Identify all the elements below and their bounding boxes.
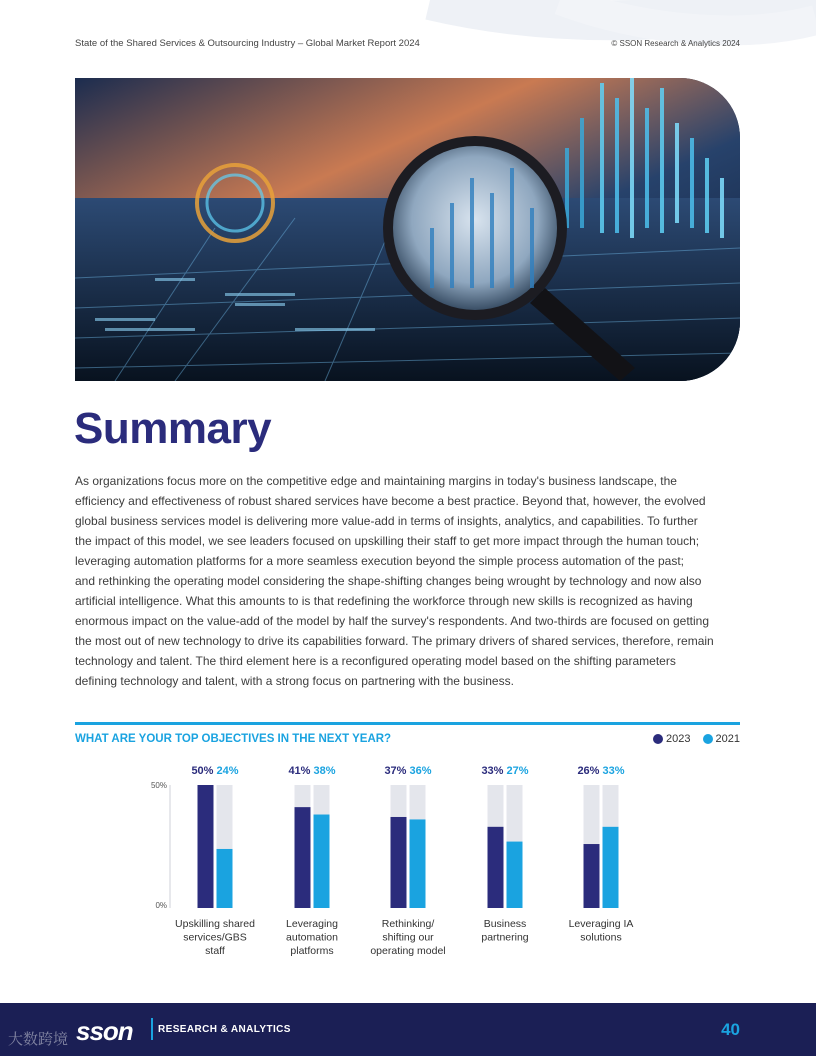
watermark-text: 大数跨境 — [8, 1031, 69, 1048]
category-label-line: automation — [286, 931, 338, 944]
chart-top-rule — [75, 722, 740, 725]
summary-line: the impact of this model, we see leaders focused on upskilling their staff to get more impact through the human touch; — [75, 534, 700, 548]
category-label-line: Business — [483, 918, 527, 930]
category-label — [481, 918, 528, 944]
category-label-line: staff — [205, 945, 225, 957]
bar-2021 — [507, 842, 523, 908]
objectives-bar-chart — [140, 760, 660, 960]
category-label-line: solutions — [580, 931, 622, 944]
category-label-line: partnering — [481, 931, 529, 944]
bar-2021 — [603, 827, 619, 908]
summary-line: leveraging automation platforms for a more seamless execution beyond the simple process automation of the past; — [75, 554, 684, 568]
summary-line: defining technology and talent, with a strong focus on partnering with the business. — [75, 674, 514, 688]
logo-tagline: RESEARCH & ANALYTICS — [158, 1024, 291, 1035]
page-footer — [0, 1003, 816, 1056]
y-tick-label: 0% — [155, 901, 167, 910]
data-label-pair — [384, 765, 431, 777]
data-label-2021: 33% — [599, 765, 625, 777]
bar-2023 — [488, 827, 504, 908]
category-label — [569, 918, 634, 944]
category-label-line: Upskilling shared — [175, 918, 255, 930]
data-label-pair — [288, 765, 335, 777]
data-label-pair — [577, 765, 624, 777]
category-label-line: Leveraging — [286, 918, 338, 930]
data-label-2021: 36% — [406, 765, 432, 777]
data-label-pair — [481, 765, 528, 777]
data-label-2023: 50% — [191, 765, 214, 777]
summary-line: As organizations focus more on the competitive edge and maintaining margins in today's business landscape, the — [75, 474, 677, 488]
sson-logo: sson — [76, 1016, 133, 1046]
summary-line: the most out of new technology to drive its capabilities forward. The primary drivers of shared services, therefore, remain — [75, 634, 714, 648]
bar-2021 — [217, 849, 233, 908]
data-label-pair — [191, 765, 238, 777]
data-label-2023: 41% — [288, 765, 311, 777]
report-header-title: State of the Shared Services & Outsourcing Industry – Global Market Report 2024 — [75, 38, 420, 49]
bar-2023 — [584, 844, 600, 908]
category-label-line: Rethinking/ — [381, 918, 435, 930]
category-label — [175, 918, 255, 957]
data-label-2023: 26% — [577, 765, 600, 777]
summary-line: artificial intelligence. What this amounts to is that redefining the workforce through new skills is recognized as having — [75, 594, 693, 608]
bar-2023 — [295, 807, 311, 908]
page-title: Summary — [74, 404, 272, 453]
summary-line: efficiency and effectiveness of robust shared services have become a best practice. Beyond that, however, the evolved — [75, 494, 706, 508]
legend-swatch-2021 — [703, 734, 713, 744]
category-label-line: operating model — [370, 945, 446, 957]
legend-label-2021: 2021 — [715, 733, 740, 745]
summary-line: technology and talent. The third element here is a reconfigured operating model based on the shifting parameters — [75, 654, 676, 668]
category-label — [286, 918, 338, 957]
summary-line: global business services model is delivering more value-add in terms of insights, analytics, and capabilities. To further — [75, 514, 698, 528]
data-label-2021: 38% — [310, 765, 336, 777]
bar-2021 — [314, 815, 330, 908]
legend-item-2023 — [653, 733, 690, 745]
data-label-2023: 37% — [384, 765, 407, 777]
copyright-notice: © SSON Research & Analytics 2024 — [611, 39, 740, 48]
bar-2023 — [391, 817, 407, 908]
legend-item-2021 — [703, 733, 740, 745]
summary-body-text — [75, 471, 745, 691]
legend-label-2023: 2023 — [666, 733, 691, 745]
page-number: 40 — [721, 1020, 740, 1039]
legend-swatch-2023 — [653, 734, 663, 744]
category-label-line: services/GBS — [183, 931, 247, 944]
category-label-line: Leveraging IA — [568, 918, 634, 930]
y-tick-label: 50% — [150, 781, 167, 790]
category-label-line: platforms — [290, 945, 334, 957]
chart-legend — [653, 733, 740, 745]
category-label — [370, 918, 445, 957]
hero-image-magnifying-glass — [75, 78, 740, 381]
summary-line: and rethinking the operating model considering the shape-shifting changes being wrought by technology and now also — [75, 574, 702, 588]
bar-2021 — [410, 819, 426, 908]
data-label-2023: 33% — [481, 765, 504, 777]
logo-divider — [151, 1018, 153, 1040]
category-label-line: shifting our — [382, 931, 434, 944]
summary-line: enormous impact on the value-add of the model by half the survey's respondents. And two-thirds are focused on getting — [75, 614, 709, 628]
data-label-2021: 27% — [503, 765, 529, 777]
chart-title: WHAT ARE YOUR TOP OBJECTIVES IN THE NEXT YEAR? — [75, 733, 392, 745]
data-label-2021: 24% — [213, 765, 239, 777]
bar-2023 — [198, 785, 214, 908]
